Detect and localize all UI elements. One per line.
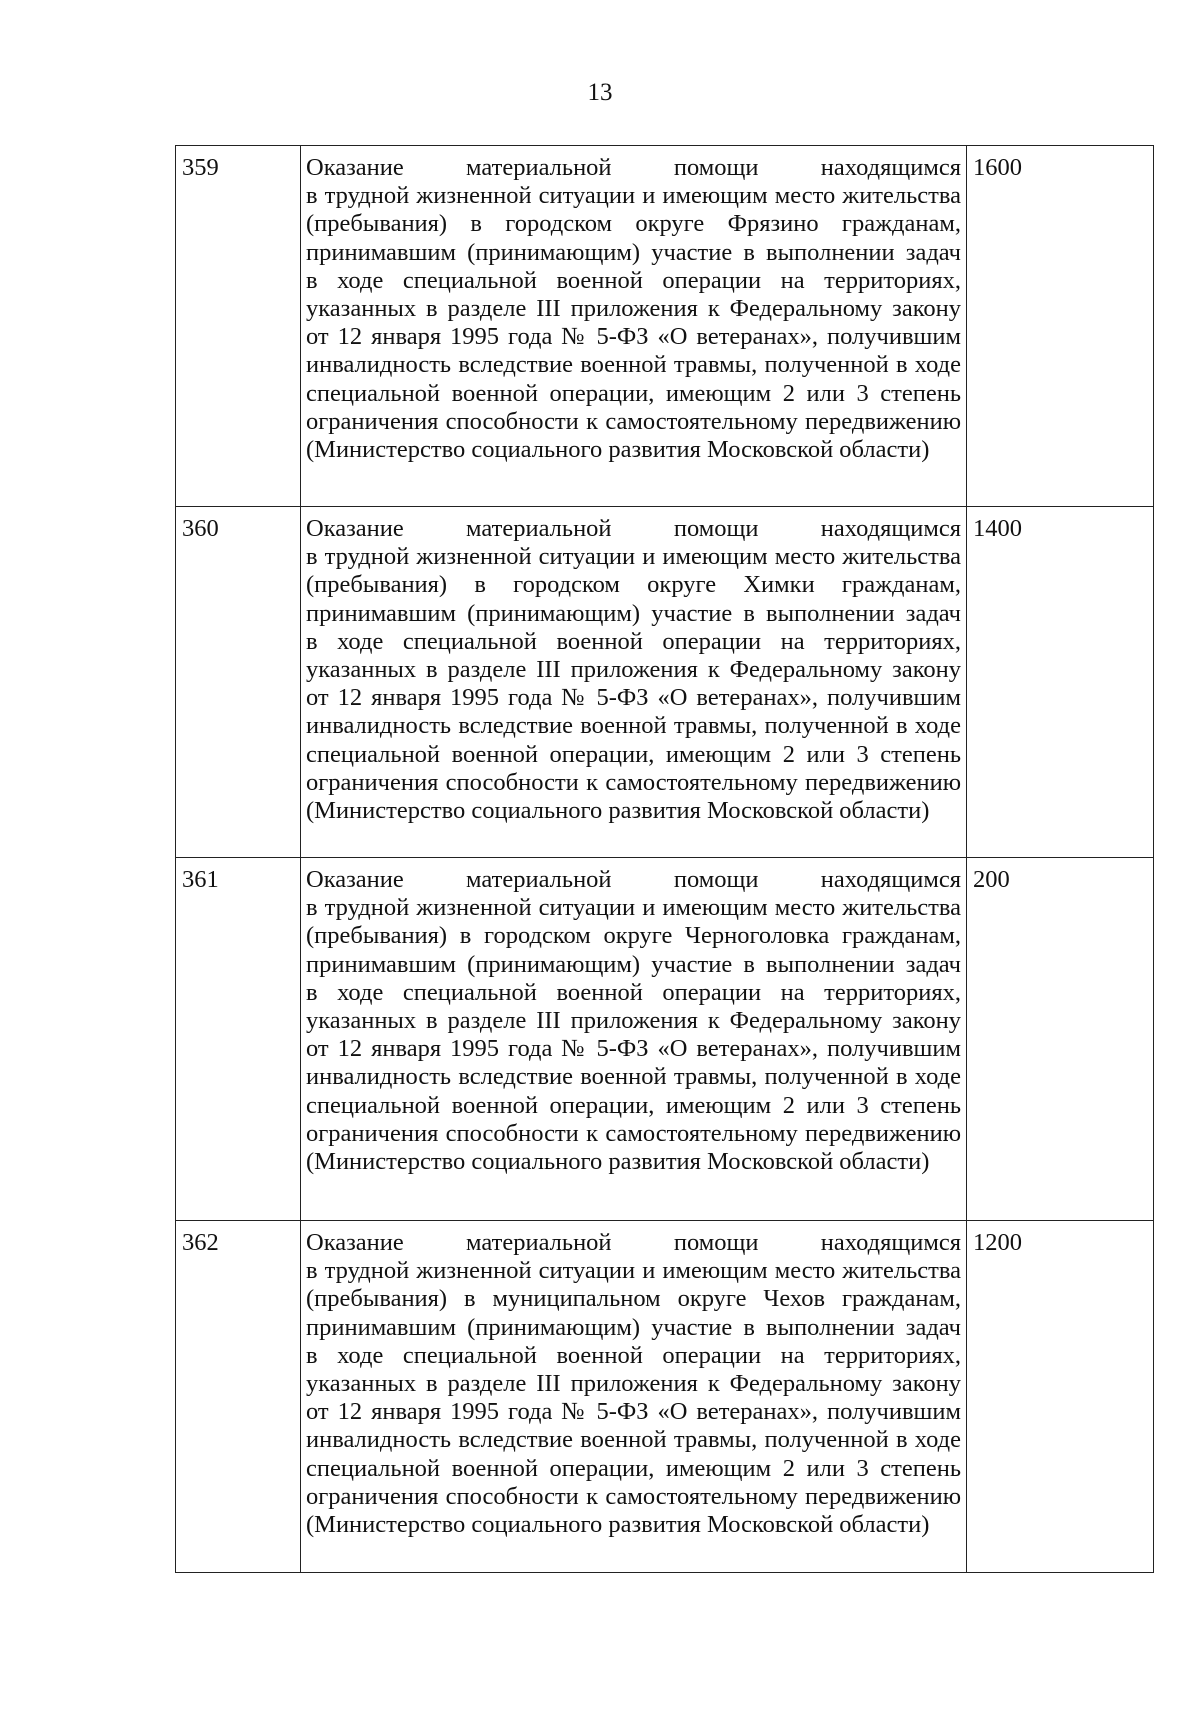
description-line: принимавшим (принимающим) участие в выполнении задач — [306, 599, 961, 627]
description-line: ограничения способности к самостоятельному передвижению — [306, 768, 961, 796]
row-number-cell: 361 — [176, 858, 301, 1221]
description-line: инвалидность вследствие военной травмы, полученной в ходе — [306, 351, 961, 379]
row-value-cell: 1600 — [967, 146, 1154, 507]
description-line: указанных в разделе III приложения к Федеральному закону — [306, 295, 961, 323]
description-line: специальной военной операции, имеющим 2 или 3 степень — [306, 1091, 961, 1119]
description-line: принимавшим (принимающим) участие в выполнении задач — [306, 1313, 961, 1341]
description-line: указанных в разделе III приложения к Федеральному закону — [306, 656, 961, 684]
description-line: специальной военной операции, имеющим 2 или 3 степень — [306, 1454, 961, 1482]
table-row — [176, 1221, 1154, 1573]
table-row — [176, 507, 1154, 858]
row-value-cell: 1400 — [967, 507, 1154, 858]
description-line: специальной военной операции, имеющим 2 или 3 степень — [306, 740, 961, 768]
description-line: инвалидность вследствие военной травмы, полученной в ходе — [306, 1063, 961, 1091]
row-description-cell — [301, 858, 967, 1221]
description-line: специальной военной операции, имеющим 2 или 3 степень — [306, 379, 961, 407]
description-line: (пребывания) в городском округе Фрязино гражданам, — [306, 210, 961, 238]
row-value-cell: 200 — [967, 858, 1154, 1221]
description-line: принимавшим (принимающим) участие в выполнении задач — [306, 238, 961, 266]
row-description-cell — [301, 146, 967, 507]
description-line: (Министерство социального развития Московской области) — [306, 797, 930, 825]
description-line: в ходе специальной военной операции на территориях, — [306, 978, 961, 1006]
description-line: от 12 января 1995 года № 5-ФЗ «О ветеранах», получившим — [306, 1398, 961, 1426]
description-line: ограничения способности к самостоятельному передвижению — [306, 1119, 961, 1147]
description-line: Оказание материальной помощи находящимся — [306, 866, 961, 893]
description-line: указанных в разделе III приложения к Федеральному закону — [306, 1370, 961, 1398]
description-line: инвалидность вследствие военной травмы, полученной в ходе — [306, 712, 961, 740]
row-number-cell: 360 — [176, 507, 301, 858]
table-row — [176, 858, 1154, 1221]
description-line: инвалидность вследствие военной травмы, полученной в ходе — [306, 1426, 961, 1454]
table-row — [176, 146, 1154, 507]
description-line: (пребывания) в муниципальном округе Чехов гражданам, — [306, 1285, 961, 1313]
services-table — [175, 145, 1154, 1573]
description-line: в трудной жизненной ситуации и имеющим место жительства — [306, 182, 961, 210]
description-line: в трудной жизненной ситуации и имеющим место жительства — [306, 894, 961, 922]
description-line: (пребывания) в городском округе Черноголовка гражданам, — [306, 922, 961, 950]
description-line: от 12 января 1995 года № 5-ФЗ «О ветеранах», получившим — [306, 323, 961, 351]
row-value-cell: 1200 — [967, 1221, 1154, 1573]
description-line: (Министерство социального развития Московской области) — [306, 436, 930, 464]
row-number-cell: 359 — [176, 146, 301, 507]
description-line: ограничения способности к самостоятельному передвижению — [306, 1482, 961, 1510]
description-line: (Министерство социального развития Московской области) — [306, 1148, 930, 1176]
description-line: Оказание материальной помощи находящимся — [306, 154, 961, 181]
description-line: в ходе специальной военной операции на территориях, — [306, 627, 961, 655]
description-line: в трудной жизненной ситуации и имеющим место жительства — [306, 543, 961, 571]
row-description-cell — [301, 1221, 967, 1573]
description-line: (пребывания) в городском округе Химки гражданам, — [306, 571, 961, 599]
description-line: принимавшим (принимающим) участие в выполнении задач — [306, 950, 961, 978]
page-number: 13 — [587, 79, 613, 106]
description-line: в трудной жизненной ситуации и имеющим место жительства — [306, 1257, 961, 1285]
description-line: Оказание материальной помощи находящимся — [306, 1229, 961, 1256]
description-line: Оказание материальной помощи находящимся — [306, 515, 961, 542]
row-description-cell — [301, 507, 967, 858]
description-line: ограничения способности к самостоятельному передвижению — [306, 407, 961, 435]
description-line: указанных в разделе III приложения к Федеральному закону — [306, 1007, 961, 1035]
row-number-cell: 362 — [176, 1221, 301, 1573]
description-line: от 12 января 1995 года № 5-ФЗ «О ветеранах», получившим — [306, 1035, 961, 1063]
description-line: (Министерство социального развития Московской области) — [306, 1511, 930, 1539]
description-line: от 12 января 1995 года № 5-ФЗ «О ветеранах», получившим — [306, 684, 961, 712]
description-line: в ходе специальной военной операции на территориях, — [306, 266, 961, 294]
description-line: в ходе специальной военной операции на территориях, — [306, 1341, 961, 1369]
